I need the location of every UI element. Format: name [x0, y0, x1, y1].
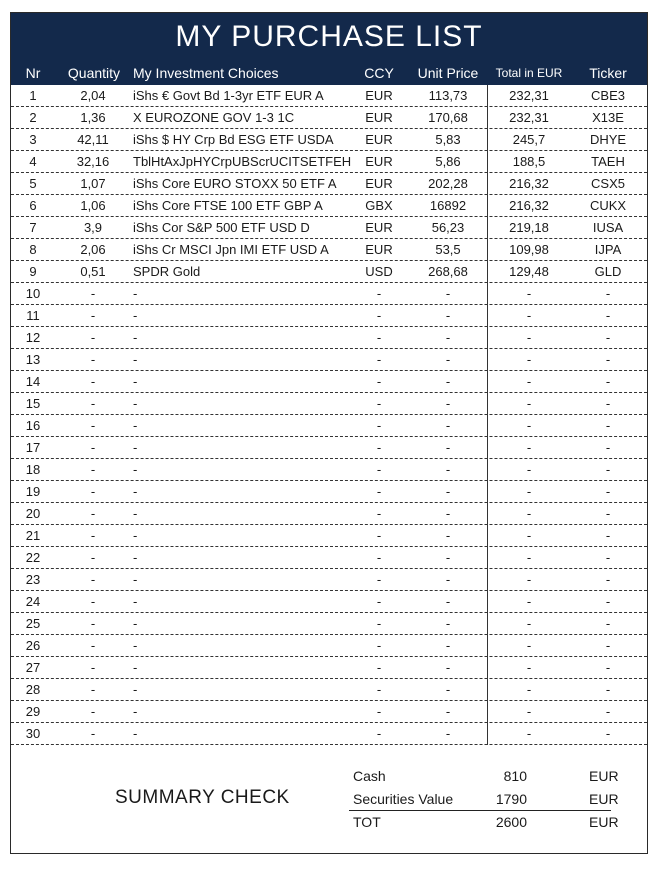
row-number: 6 — [29, 198, 37, 213]
row-ticker: - — [605, 484, 611, 499]
table-row — [11, 723, 647, 745]
row-total-eur: - — [526, 396, 532, 411]
row-currency: - — [376, 286, 382, 301]
row-quantity: - — [90, 418, 96, 433]
row-currency: EUR — [365, 154, 393, 169]
row-investment-name: - — [133, 396, 138, 411]
row-quantity: - — [90, 550, 96, 565]
table-row — [11, 151, 647, 173]
row-number: 5 — [29, 176, 37, 191]
table-row — [11, 459, 647, 481]
row-number: 20 — [25, 506, 41, 521]
row-quantity: - — [90, 660, 96, 675]
header-nr: Nr — [25, 65, 41, 81]
row-unit-price: - — [445, 440, 451, 455]
row-total-eur: - — [526, 660, 532, 675]
row-total-eur: - — [526, 528, 532, 543]
row-quantity: 0,51 — [80, 264, 106, 279]
row-ticker: - — [605, 682, 611, 697]
row-unit-price: - — [445, 704, 451, 719]
table-row — [11, 679, 647, 701]
row-total-eur: 188,5 — [512, 154, 546, 169]
row-ticker: CSX5 — [591, 176, 625, 191]
row-quantity: - — [90, 506, 96, 521]
row-currency: - — [376, 704, 382, 719]
row-investment-name: - — [133, 726, 138, 741]
row-quantity: - — [90, 528, 96, 543]
row-number: 3 — [29, 132, 37, 147]
table-row — [11, 85, 647, 107]
row-investment-name: - — [133, 682, 138, 697]
row-investment-name: - — [133, 594, 138, 609]
row-unit-price: - — [445, 330, 451, 345]
table-row — [11, 195, 647, 217]
row-total-eur: 109,98 — [509, 242, 549, 257]
table-row — [11, 107, 647, 129]
row-investment-name: - — [133, 616, 138, 631]
row-currency: - — [376, 308, 382, 323]
row-quantity: - — [90, 572, 96, 587]
row-total-eur: - — [526, 572, 532, 587]
cash-currency: EUR — [589, 768, 619, 784]
row-quantity: - — [90, 462, 96, 477]
row-currency: - — [376, 550, 382, 565]
row-quantity: 1,36 — [80, 110, 106, 125]
row-investment-name: iShs € Govt Bd 1-3yr ETF EUR A — [133, 88, 324, 103]
row-investment-name: - — [133, 308, 138, 323]
table-row — [11, 305, 647, 327]
row-currency: - — [376, 616, 382, 631]
row-quantity: 2,06 — [80, 242, 106, 257]
header-investment-choices: My Investment Choices — [133, 65, 279, 81]
row-currency: EUR — [365, 242, 393, 257]
row-unit-price: 268,68 — [428, 264, 468, 279]
row-unit-price: 113,73 — [428, 88, 468, 103]
row-investment-name: iShs Cor S&P 500 ETF USD D — [133, 220, 310, 235]
row-total-eur: - — [526, 682, 532, 697]
cash-value: 810 — [503, 768, 527, 784]
row-number: 16 — [25, 418, 41, 433]
row-ticker: - — [605, 572, 611, 587]
row-quantity: - — [90, 638, 96, 653]
row-number: 14 — [25, 374, 41, 389]
row-total-eur: - — [526, 484, 532, 499]
table-row — [11, 525, 647, 547]
row-total-eur: 216,32 — [509, 198, 549, 213]
row-total-eur: - — [526, 550, 532, 565]
row-currency: - — [376, 484, 382, 499]
summary-check-title: SUMMARY CHECK — [115, 787, 290, 808]
row-ticker: - — [605, 506, 611, 521]
row-currency: EUR — [365, 176, 393, 191]
row-currency: GBX — [365, 198, 393, 213]
row-quantity: - — [90, 374, 96, 389]
row-ticker: - — [605, 726, 611, 741]
row-ticker: - — [605, 704, 611, 719]
row-unit-price: - — [445, 594, 451, 609]
row-investment-name: - — [133, 638, 138, 653]
row-investment-name: - — [133, 704, 138, 719]
row-ticker: - — [605, 462, 611, 477]
row-quantity: 1,07 — [80, 176, 106, 191]
securities-currency: EUR — [589, 791, 619, 807]
row-ticker: - — [605, 330, 611, 345]
row-investment-name: TblHtAxJpHYCrpUBScrUCITSETFEH — [133, 154, 352, 169]
row-number: 21 — [25, 528, 41, 543]
row-quantity: 42,11 — [77, 132, 109, 147]
row-investment-name: - — [133, 572, 138, 587]
table-row — [11, 503, 647, 525]
row-unit-price: 170,68 — [428, 110, 468, 125]
row-quantity: - — [90, 308, 96, 323]
row-quantity: 32,16 — [76, 154, 110, 169]
row-investment-name: SPDR Gold — [133, 264, 201, 279]
row-total-eur: 232,31 — [509, 110, 549, 125]
row-quantity: - — [90, 616, 96, 631]
row-currency: - — [376, 682, 382, 697]
row-total-eur: - — [526, 308, 532, 323]
header-ccy: CCY — [364, 65, 394, 81]
row-unit-price: - — [445, 660, 451, 675]
row-investment-name: - — [133, 528, 138, 543]
row-unit-price: 5,86 — [435, 154, 461, 169]
row-unit-price: - — [445, 528, 451, 543]
row-unit-price: - — [445, 638, 451, 653]
row-ticker: - — [605, 352, 611, 367]
row-total-eur: - — [526, 726, 532, 741]
row-number: 27 — [25, 660, 41, 675]
securities-label: Securities Value — [353, 791, 454, 807]
row-quantity: - — [90, 352, 96, 367]
row-quantity: - — [90, 330, 96, 345]
row-quantity: 2,04 — [80, 88, 106, 103]
row-total-eur: 129,48 — [509, 264, 549, 279]
row-total-eur: - — [526, 286, 532, 301]
row-ticker: - — [605, 308, 611, 323]
row-unit-price: - — [445, 726, 451, 741]
row-ticker: - — [605, 594, 611, 609]
row-number: 12 — [25, 330, 41, 345]
table-header — [11, 61, 647, 85]
row-total-eur: - — [526, 462, 532, 477]
table-row — [11, 173, 647, 195]
securities-value: 1790 — [495, 791, 527, 807]
row-number: 22 — [25, 550, 41, 565]
row-currency: - — [376, 506, 382, 521]
table-row — [11, 613, 647, 635]
table-row — [11, 327, 647, 349]
row-number: 10 — [25, 286, 41, 301]
summary-total-row — [349, 811, 619, 833]
row-investment-name: - — [133, 506, 138, 521]
header-unit-price: Unit Price — [417, 65, 479, 81]
table-row — [11, 657, 647, 679]
row-investment-name: - — [133, 440, 138, 455]
row-number: 4 — [29, 154, 37, 169]
row-unit-price: 53,5 — [435, 242, 461, 257]
row-unit-price: 56,23 — [431, 220, 465, 235]
row-number: 23 — [25, 572, 41, 587]
row-number: 26 — [25, 638, 41, 653]
row-number: 24 — [25, 594, 41, 609]
table-row — [11, 569, 647, 591]
row-unit-price: - — [445, 550, 451, 565]
row-unit-price: - — [445, 572, 451, 587]
row-quantity: - — [90, 484, 96, 499]
row-ticker: IUSA — [592, 220, 624, 235]
row-ticker: X13E — [592, 110, 624, 125]
row-investment-name: - — [133, 286, 138, 301]
row-investment-name: - — [133, 462, 138, 477]
row-currency: EUR — [365, 88, 393, 103]
row-unit-price: - — [445, 462, 451, 477]
cash-label: Cash — [353, 768, 386, 784]
row-currency: - — [376, 330, 382, 345]
table-row — [11, 371, 647, 393]
table-row — [11, 217, 647, 239]
row-investment-name: - — [133, 418, 138, 433]
row-total-eur: - — [526, 374, 532, 389]
table-row — [11, 415, 647, 437]
table-row — [11, 547, 647, 569]
header-total-eur: Total in EUR — [495, 66, 563, 80]
row-quantity: - — [90, 682, 96, 697]
table-row — [11, 261, 647, 283]
summary-securities-row — [349, 788, 619, 811]
row-investment-name: - — [133, 374, 138, 389]
row-unit-price: - — [445, 418, 451, 433]
row-ticker: - — [605, 528, 611, 543]
row-unit-price: - — [445, 396, 451, 411]
row-number: 7 — [29, 220, 37, 235]
row-unit-price: - — [445, 682, 451, 697]
row-unit-price: - — [445, 308, 451, 323]
row-quantity: - — [90, 286, 96, 301]
row-unit-price: 5,83 — [435, 132, 461, 147]
row-total-eur: - — [526, 330, 532, 345]
row-total-eur: - — [526, 616, 532, 631]
row-currency: USD — [365, 264, 393, 279]
row-quantity: - — [90, 594, 96, 609]
row-ticker: CBE3 — [591, 88, 625, 103]
table-row — [11, 239, 647, 261]
row-quantity: - — [90, 440, 96, 455]
page-title: MY PURCHASE LIST — [11, 13, 647, 61]
row-number: 9 — [29, 264, 37, 279]
summary-cash-row — [349, 765, 619, 787]
row-ticker: TAEH — [591, 154, 625, 169]
row-currency: - — [376, 440, 382, 455]
row-number: 25 — [25, 616, 41, 631]
row-ticker: - — [605, 616, 611, 631]
row-investment-name: iShs Core FTSE 100 ETF GBP A — [133, 198, 323, 213]
table-row — [11, 591, 647, 613]
row-total-eur: - — [526, 352, 532, 367]
row-currency: - — [376, 418, 382, 433]
row-total-eur: - — [526, 594, 532, 609]
row-ticker: - — [605, 638, 611, 653]
table-row — [11, 701, 647, 723]
table-row — [11, 437, 647, 459]
row-investment-name: iShs $ HY Crp Bd ESG ETF USDA — [133, 132, 334, 147]
row-investment-name: X EUROZONE GOV 1-3 1C — [133, 110, 295, 125]
total-value: 2600 — [495, 814, 527, 830]
row-currency: - — [376, 660, 382, 675]
row-number: 1 — [29, 88, 37, 103]
row-currency: - — [376, 638, 382, 653]
total-currency: EUR — [589, 814, 619, 830]
row-total-eur: - — [526, 506, 532, 521]
table-row — [11, 635, 647, 657]
table-row — [11, 129, 647, 151]
row-number: 18 — [25, 462, 41, 477]
header-quantity: Quantity — [67, 65, 121, 81]
row-investment-name: iShs Core EURO STOXX 50 ETF A — [133, 176, 337, 191]
row-ticker: IJPA — [594, 242, 622, 257]
row-unit-price: 16892 — [429, 198, 467, 213]
row-number: 2 — [29, 110, 37, 125]
row-currency: - — [376, 572, 382, 587]
row-number: 11 — [26, 308, 40, 323]
row-total-eur: 232,31 — [509, 88, 549, 103]
row-currency: - — [376, 726, 382, 741]
row-number: 19 — [25, 484, 41, 499]
row-currency: - — [376, 594, 382, 609]
row-currency: - — [376, 396, 382, 411]
total-label: TOT — [353, 814, 381, 830]
header-ticker: Ticker — [589, 65, 627, 81]
row-currency: EUR — [365, 110, 393, 125]
row-unit-price: - — [445, 286, 451, 301]
row-investment-name: - — [133, 330, 138, 345]
row-number: 30 — [25, 726, 41, 741]
row-ticker: - — [605, 440, 611, 455]
table-row — [11, 283, 647, 305]
row-total-eur: - — [526, 704, 532, 719]
row-ticker: DHYE — [589, 132, 627, 147]
row-ticker: - — [605, 286, 611, 301]
row-investment-name: iShs Cr MSCI Jpn IMI ETF USD A — [133, 242, 329, 257]
row-total-eur: 216,32 — [509, 176, 549, 191]
table-row — [11, 481, 647, 503]
row-quantity: 3,9 — [83, 220, 103, 235]
row-currency: - — [376, 462, 382, 477]
purchase-table-body — [11, 85, 647, 745]
row-quantity: - — [90, 704, 96, 719]
row-ticker: - — [605, 550, 611, 565]
row-unit-price: 202,28 — [428, 176, 468, 191]
table-row — [11, 349, 647, 371]
row-currency: - — [376, 352, 382, 367]
row-quantity: 1,06 — [80, 198, 106, 213]
row-quantity: - — [90, 396, 96, 411]
row-unit-price: - — [445, 352, 451, 367]
row-number: 17 — [25, 440, 41, 455]
row-investment-name: - — [133, 660, 138, 675]
row-ticker: GLD — [594, 264, 622, 279]
row-total-eur: 245,7 — [512, 132, 546, 147]
row-investment-name: - — [133, 352, 138, 367]
row-number: 28 — [25, 682, 41, 697]
row-currency: EUR — [365, 220, 393, 235]
row-number: 29 — [25, 704, 41, 719]
table-row — [11, 393, 647, 415]
total-column-divider — [487, 85, 488, 745]
row-total-eur: - — [526, 418, 532, 433]
row-total-eur: - — [526, 440, 532, 455]
row-investment-name: - — [133, 484, 138, 499]
row-number: 15 — [25, 396, 41, 411]
row-number: 13 — [25, 352, 41, 367]
row-ticker: - — [605, 660, 611, 675]
row-ticker: - — [605, 374, 611, 389]
row-ticker: CUKX — [589, 198, 627, 213]
row-unit-price: - — [445, 484, 451, 499]
row-ticker: - — [605, 396, 611, 411]
row-quantity: - — [90, 726, 96, 741]
row-unit-price: - — [445, 506, 451, 521]
row-investment-name: - — [133, 550, 138, 565]
row-number: 8 — [29, 242, 37, 257]
row-unit-price: - — [445, 374, 451, 389]
row-currency: EUR — [365, 132, 393, 147]
row-total-eur: - — [526, 638, 532, 653]
row-total-eur: 219,18 — [509, 220, 549, 235]
row-currency: - — [376, 528, 382, 543]
row-currency: - — [376, 374, 382, 389]
row-ticker: - — [605, 418, 611, 433]
row-unit-price: - — [445, 616, 451, 631]
purchase-list-sheet — [10, 12, 648, 854]
